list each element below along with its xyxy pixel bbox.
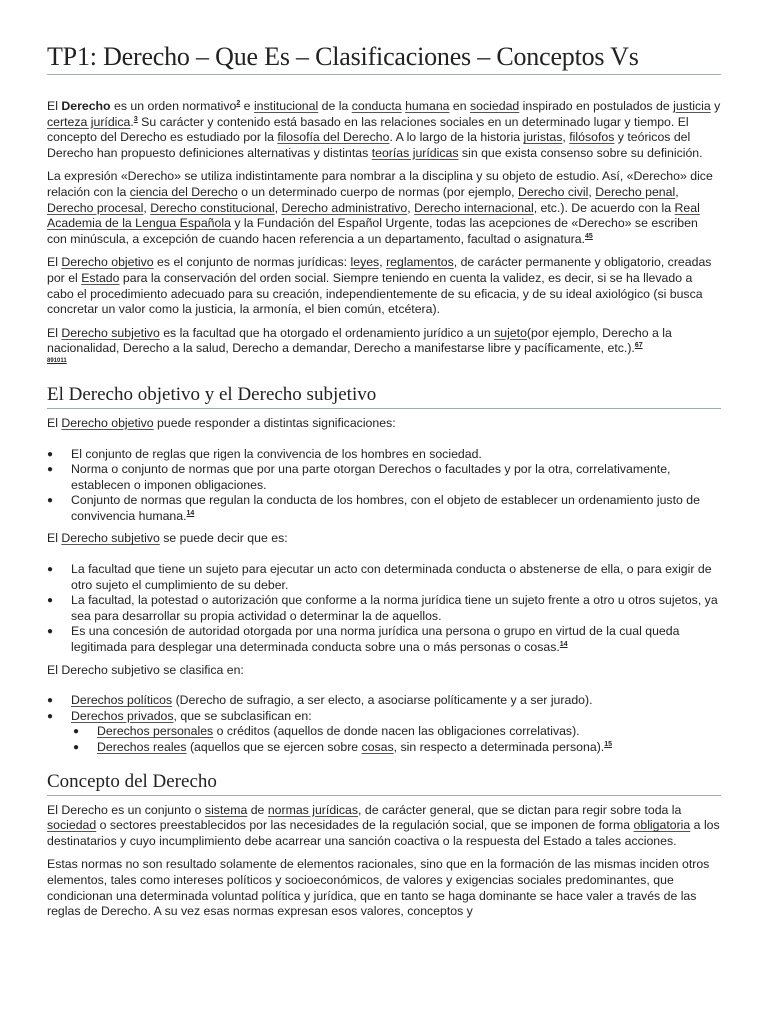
page-title: TP1: Derecho – Que Es – Clasificaciones – Conceptos Vs [47, 0, 721, 75]
link-filosofia-del-derecho[interactable]: filosofía del Derecho [277, 130, 390, 145]
link-teorias-juridicas[interactable]: teorías jurídicas [371, 145, 459, 160]
link-conducta[interactable]: conducta [351, 99, 402, 113]
article [47, 0, 721, 920]
clasificacion-list [47, 693, 721, 724]
link-sociedad[interactable]: sociedad [47, 818, 97, 833]
section-heading-concepto: Concepto del Derecho [47, 770, 721, 796]
objetivo-intro: El Derecho objetivo puede responder a distintas significaciones: [47, 415, 396, 430]
ref-link[interactable]: 14 [559, 640, 568, 648]
list-item: ● Derechos reales (aquellos que se ejercen sobre cosas, sin respecto a determinada persona).$^{15}$ [47, 740, 721, 756]
link-derecho-civil[interactable]: Derecho civil [518, 184, 589, 199]
link-sociedad[interactable]: sociedad [470, 99, 520, 113]
link-derecho-procesal[interactable]: Derecho procesal [47, 200, 144, 215]
link-ciencia-del-derecho[interactable]: ciencia del Derecho [129, 184, 238, 199]
privados-sublist [47, 724, 721, 755]
link-derecho-subjetivo[interactable]: Derecho subjetivo [61, 325, 160, 340]
intro-paragraph-3: El Derecho objetivo es el conjunto de normas jurídicas: leyes, reglamentos, de carácter permanente y obligatorio, creadas por el Estado para la conservación del orden social. Siempre teniendo en cuenta la validez, es decir, si se ha llevado a cabo el procedimiento adecuado para su creación, independientemente de su eficacia, y de su ideal axiológico (si busca concretar un valor como la justicia, la armonía, el bien común, etcétera). [47, 255, 712, 317]
objetivo-list [47, 447, 721, 525]
list-item: ● El conjunto de reglas que rigen la convivencia de los hombres en sociedad. [47, 447, 721, 463]
link-derecho-subjetivo[interactable]: Derecho subjetivo [61, 531, 160, 546]
list-item: ● Derechos privados, que se subclasifican en: [47, 709, 721, 725]
subjetivo-intro: El Derecho subjetivo se puede decir que es: [47, 531, 288, 546]
ref-link[interactable]: 3 [133, 115, 138, 123]
intro-paragraph-2: La expresión «Derecho» se utiliza indistintamente para nombrar a la disciplina y su objeto de estudio. Así, «Derecho» dice relación con la ciencia del Derecho o un determinado cuerpo de normas (por ejemplo, Derecho civil, Derecho penal, Derecho procesal, Derecho constitucional, Derecho administrativo, Derecho internacional, etc.). De acuerdo con la Real Academia de la Lengua Española y la Fundación del Español Urgente, todas las acepciones de «Derecho» se escriben con minúscula, a excepción de cuando hacen referencia a un departamento, facultad o asignatura.$^{45}$ [47, 169, 713, 246]
list-item: ● Derechos políticos (Derecho de sufragio, a ser electo, a asociarse políticamente y a ser jurado). [47, 693, 721, 709]
link-institucional[interactable]: institucional [253, 99, 319, 113]
link-estado[interactable]: Estado [81, 270, 120, 285]
link-obligatoria[interactable]: obligatoria [633, 818, 691, 833]
clasificacion-intro: El Derecho subjetivo se clasifica en: [47, 662, 244, 677]
concepto-paragraph-1: El Derecho es un conjunto o sistema de normas jurídicas, de carácter general, que se dictan para regir sobre toda la sociedad o sectores preestablecidos por las necesidades de la regulación social, que se imponen de forma obligatoria a los destinatarios y cuyo incumplimiento debe acarrear una sanción coactiva o la respuesta del Estado a tales acciones. [47, 802, 720, 848]
ref-link[interactable]: 15 [604, 740, 612, 748]
list-item: ● Es una concesión de autoridad otorgada por una norma jurídica una persona o grupo en virtud de la cual queda legitimada para desplegar una determinada conducta sobre una o más personas o cosas.$^{14}$ [47, 624, 721, 655]
ref-link[interactable]: 67 [634, 342, 643, 350]
ref-links-line[interactable]: 891011 [47, 357, 67, 364]
ref-link[interactable]: 45 [585, 232, 593, 240]
link-normas-juridicas[interactable]: normas jurídicas [267, 802, 359, 817]
list-item: ● Conjunto de normas que regulan la conducta de los hombres, con el objeto de establecer un ordenamiento justo de convivencia humana.$^{14}$ [47, 493, 721, 524]
link-juristas[interactable]: juristas [523, 130, 563, 145]
intro-paragraph-1: El Derecho es un orden normativo$^2$ e institucional de la conducta humana en sociedad inspirado en postulados de justicia y certeza jurídica.$^3$ Su carácter y contenido está basado en las relaciones sociales en un determinado lugar y tiempo. El concepto del Derecho es estudiado por la filosofía del Derecho. A lo largo de la historia juristas, filósofos y teóricos del Derecho han propuesto definiciones alternativas y distintas teorías jurídicas sin que exista consenso sobre su definición. [47, 99, 721, 160]
link-derechos-privados[interactable]: Derechos privados [71, 708, 174, 723]
link-filosofos[interactable]: filósofos [569, 130, 615, 145]
link-humana[interactable]: humana [405, 99, 450, 113]
list-item: ● Derechos personales o créditos (aquellos de donde nacen las obligaciones correlativas). [47, 724, 721, 740]
link-real-academia[interactable]: Real Academia de la Lengua Española [47, 200, 700, 231]
link-leyes[interactable]: leyes [350, 255, 380, 270]
intro-paragraph-4: El Derecho subjetivo es la facultad que ha otorgado el ordenamiento jurídico a un sujeto(por ejemplo, Derecho a la nacionalidad, Derecho a la salud, Derecho a demandar, Derecho a manifestarse libre y pacíficamente, etc.).$^{67}$ [47, 325, 672, 356]
concepto-paragraph-2: Estas normas no son resultado solamente de elementos racionales, sino que en la formación de las mismas inciden otros elementos, tales como intereses políticos y socioeconómicos, de valores y exigencias sociales predominantes, que condicionan una determinada voluntad política y jurídica, que en tanto se haga dominante se hace valer a través de las reglas de Derecho. A su vez esas normas expresan esos valores, conceptos y [47, 857, 710, 919]
link-derecho-objetivo[interactable]: Derecho objetivo [61, 415, 154, 430]
link-justicia[interactable]: justicia [673, 99, 711, 113]
subjetivo-list [47, 562, 721, 656]
link-derecho-objetivo[interactable]: Derecho objetivo [61, 255, 154, 270]
link-certeza-juridica[interactable]: certeza jurídica [47, 114, 131, 129]
link-sujeto[interactable]: sujeto [494, 325, 527, 340]
link-derechos-politicos[interactable]: Derechos políticos [71, 693, 173, 708]
link-derecho-administrativo[interactable]: Derecho administrativo [281, 200, 408, 215]
list-item: ● La facultad, la potestad o autorización que conforme a la norma jurídica tiene un sujeto frente a otro u otros sujetos, ya sea para desarrollar su propia actividad o determinar la de aquellos. [47, 593, 721, 624]
link-derecho-internacional[interactable]: Derecho internacional [414, 200, 534, 215]
link-reglamentos[interactable]: reglamentos [386, 255, 454, 270]
link-derechos-personales[interactable]: Derechos personales [97, 724, 214, 739]
link-cosas[interactable]: cosas [361, 740, 394, 754]
link-derechos-reales[interactable]: Derechos reales [97, 740, 187, 754]
list-item: ● Norma o conjunto de normas que por una parte otorgan Derechos o facultades y por la otra, correlativamente, establecen o imponen obligaciones. [47, 462, 721, 493]
ref-link[interactable]: 2 [236, 99, 241, 107]
link-derecho-constitucional[interactable]: Derecho constitucional [150, 200, 275, 215]
ref-link[interactable]: 14 [186, 509, 195, 517]
link-sistema[interactable]: sistema [204, 802, 248, 817]
section-heading-objetivo-subjetivo: El Derecho objetivo y el Derecho subjetivo [47, 383, 721, 409]
list-item: ● La facultad que tiene un sujeto para ejecutar un acto con determinada conducta o abstenerse de ella, o para exigir de otro sujeto el cumplimiento de su deber. [47, 562, 721, 593]
link-derecho-penal[interactable]: Derecho penal [595, 184, 676, 199]
